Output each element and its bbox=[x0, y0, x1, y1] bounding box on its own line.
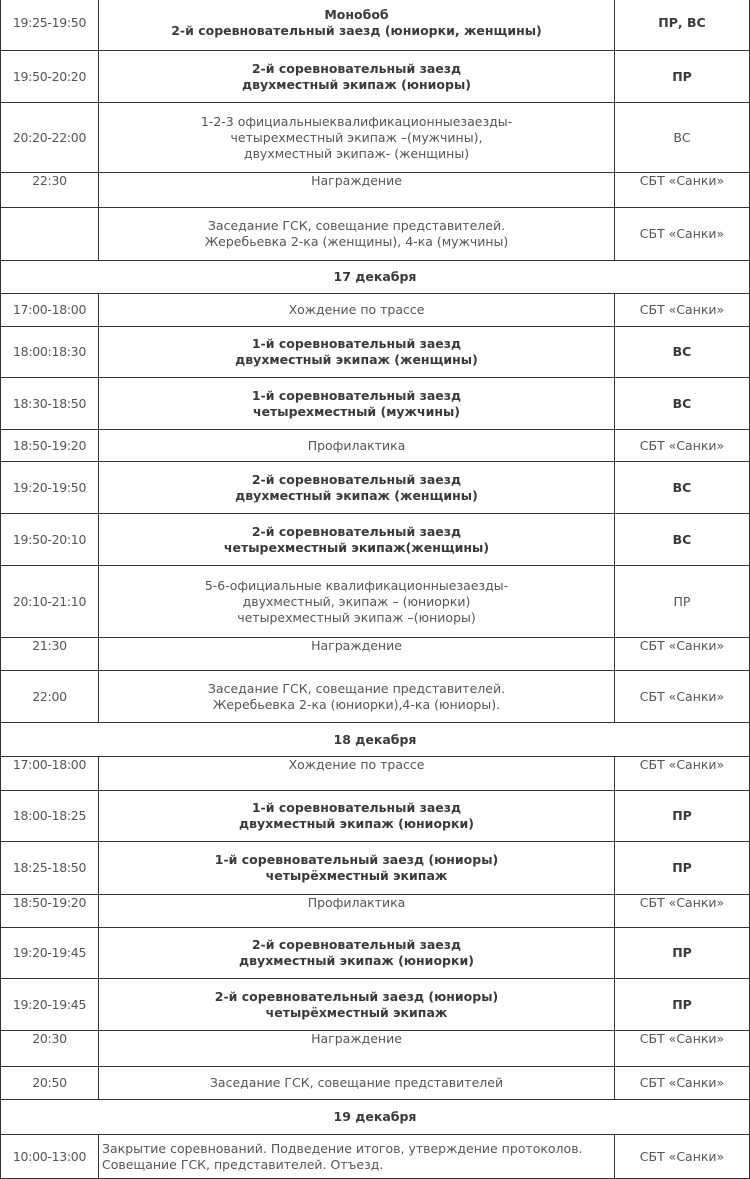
event-cell bbox=[99, 979, 615, 1031]
schedule-row bbox=[1, 51, 750, 103]
time-cell: 20:20-22:00 bbox=[1, 103, 99, 173]
event-line: 2-й соревновательный заезд bbox=[251, 523, 462, 539]
event-line: 1-2-3 официальныеквалификационныезаезды- bbox=[200, 113, 513, 129]
event-cell bbox=[99, 327, 615, 378]
event-cell bbox=[99, 1031, 615, 1067]
event-line: четырёхместный экипаж bbox=[265, 1004, 448, 1020]
schedule-row bbox=[1, 671, 750, 723]
event-line: Жеребьевка 2-ка (юниорки),4-ка (юниоры). bbox=[212, 696, 501, 712]
schedule-row bbox=[1, 757, 750, 791]
event-line: двухместный экипаж (юниоры) bbox=[242, 76, 471, 92]
event-line: Хождение по трассе bbox=[288, 757, 425, 772]
location-cell: ПР bbox=[615, 928, 750, 979]
schedule-row bbox=[1, 103, 750, 173]
event-cell bbox=[99, 1067, 615, 1100]
time-cell: 19:50-20:10 bbox=[1, 514, 99, 566]
event-cell bbox=[99, 378, 615, 430]
location-cell: СБТ «Санки» bbox=[615, 895, 750, 928]
schedule-row bbox=[1, 0, 750, 51]
event-line: 2-й соревновательный заезд (юниорки, женщины) bbox=[171, 22, 542, 38]
time-cell: 18:50-19:20 bbox=[1, 895, 99, 928]
event-line: четырехместный экипаж(женщины) bbox=[223, 539, 490, 555]
location-cell: ПР bbox=[615, 791, 750, 842]
time-cell: 22:30 bbox=[1, 173, 99, 208]
event-line: двухместный, экипаж – (юниорки) bbox=[242, 593, 471, 609]
event-line: Профилактика bbox=[307, 895, 406, 910]
time-cell: 19:20-19:45 bbox=[1, 928, 99, 979]
day-header-row bbox=[1, 1100, 750, 1135]
event-line: двухместный экипаж- (женщины) bbox=[243, 145, 470, 161]
schedule-row bbox=[1, 1031, 750, 1067]
location-cell: СБТ «Санки» bbox=[615, 638, 750, 671]
schedule-row bbox=[1, 638, 750, 671]
schedule-row bbox=[1, 378, 750, 430]
location-cell: ПР, ВС bbox=[615, 0, 750, 51]
time-cell: 17:00-18:00 bbox=[1, 294, 99, 327]
day-header: 17 декабря bbox=[1, 261, 750, 294]
event-line: двухместный экипаж (юниорки) bbox=[239, 953, 474, 968]
event-cell bbox=[99, 208, 615, 261]
event-line: Награждение bbox=[311, 1031, 402, 1046]
event-line: 5-6-официальные квалификационныезаезды- bbox=[204, 577, 509, 593]
event-cell bbox=[99, 0, 615, 51]
event-cell bbox=[99, 638, 615, 671]
location-cell: СБТ «Санки» bbox=[615, 173, 750, 208]
event-line: четырёхместный экипаж bbox=[265, 868, 448, 883]
event-line: четырехместный экипаж –(юниоры) bbox=[237, 609, 476, 625]
location-cell: ПР bbox=[615, 842, 750, 895]
event-cell bbox=[99, 103, 615, 173]
time-cell: 18:50-19:20 bbox=[1, 430, 99, 462]
location-cell: СБТ «Санки» bbox=[615, 757, 750, 791]
event-line: четырехместный экипаж –(мужчины), bbox=[230, 129, 483, 145]
time-cell: 21:30 bbox=[1, 638, 99, 671]
event-line: четырехместный (мужчины) bbox=[252, 403, 460, 419]
event-line: Заседание ГСК, совещание представителей. bbox=[207, 680, 506, 696]
event-line: двухместный экипаж (юниорки) bbox=[239, 816, 474, 831]
location-cell: ВС bbox=[615, 514, 750, 566]
schedule-row bbox=[1, 514, 750, 566]
schedule-row bbox=[1, 430, 750, 462]
location-cell: ВС bbox=[615, 327, 750, 378]
event-cell bbox=[99, 928, 615, 979]
location-cell: ПР bbox=[615, 566, 750, 638]
schedule-row bbox=[1, 928, 750, 979]
event-line: двухместный экипаж (женщины) bbox=[235, 352, 478, 367]
time-cell: 20:10-21:10 bbox=[1, 566, 99, 638]
day-header-row bbox=[1, 723, 750, 757]
time-cell: 19:50-20:20 bbox=[1, 51, 99, 103]
event-cell bbox=[99, 895, 615, 928]
event-line: Хождение по трассе bbox=[288, 302, 425, 317]
location-cell: СБТ «Санки» bbox=[615, 430, 750, 462]
event-line: 1-й соревновательный заезд bbox=[251, 800, 462, 815]
event-cell bbox=[99, 514, 615, 566]
schedule-row bbox=[1, 294, 750, 327]
event-line: двухместный экипаж (женщины) bbox=[235, 487, 478, 503]
event-line: Жеребьевка 2-ка (женщины), 4-ка (мужчины) bbox=[204, 234, 509, 249]
location-cell: СБТ «Санки» bbox=[615, 294, 750, 327]
time-cell: 18:00:18:30 bbox=[1, 327, 99, 378]
schedule-body bbox=[1, 0, 750, 1179]
time-cell: 19:20-19:50 bbox=[1, 462, 99, 514]
location-cell: ПР bbox=[615, 979, 750, 1031]
location-cell: ВС bbox=[615, 103, 750, 173]
location-cell: СБТ «Санки» bbox=[615, 1067, 750, 1100]
location-cell: СБТ «Санки» bbox=[615, 208, 750, 261]
event-line: Закрытие соревнований. Подведение итогов, утверждение протоколов. bbox=[102, 1140, 583, 1156]
time-cell: 19:25-19:50 bbox=[1, 0, 99, 51]
time-cell: 10:00-13:00 bbox=[1, 1135, 99, 1179]
event-line: Совещание ГСК, представителей. Отъезд. bbox=[102, 1156, 384, 1172]
event-line: 2-й соревновательный заезд bbox=[251, 937, 462, 952]
event-cell bbox=[99, 294, 615, 327]
event-cell bbox=[99, 462, 615, 514]
location-cell: ВС bbox=[615, 378, 750, 430]
event-line: 2-й соревновательный заезд (юниоры) bbox=[214, 988, 499, 1004]
location-cell: СБТ «Санки» bbox=[615, 671, 750, 723]
schedule-row bbox=[1, 1067, 750, 1100]
location-cell: ВС bbox=[615, 462, 750, 514]
event-line: 1-й соревновательный заезд (юниоры) bbox=[214, 852, 499, 867]
time-cell bbox=[1, 208, 99, 261]
time-cell: 20:50 bbox=[1, 1067, 99, 1100]
day-header: 19 декабря bbox=[1, 1100, 750, 1135]
time-cell: 17:00-18:00 bbox=[1, 757, 99, 791]
schedule-row bbox=[1, 462, 750, 514]
time-cell: 19:20-19:45 bbox=[1, 979, 99, 1031]
schedule-row bbox=[1, 791, 750, 842]
time-cell: 20:30 bbox=[1, 1031, 99, 1067]
event-cell bbox=[99, 430, 615, 462]
event-cell bbox=[99, 842, 615, 895]
schedule-row bbox=[1, 979, 750, 1031]
event-line: 2-й соревновательный заезд bbox=[251, 60, 462, 76]
event-cell bbox=[99, 757, 615, 791]
schedule-row bbox=[1, 327, 750, 378]
time-cell: 18:30-18:50 bbox=[1, 378, 99, 430]
location-cell: СБТ «Санки» bbox=[615, 1031, 750, 1067]
schedule-row bbox=[1, 173, 750, 208]
schedule-row bbox=[1, 842, 750, 895]
event-line: 1-й соревновательный заезд bbox=[251, 336, 462, 351]
event-line: Награждение bbox=[311, 173, 402, 188]
event-line: Награждение bbox=[311, 638, 402, 653]
event-line: Профилактика bbox=[307, 437, 406, 453]
schedule-row bbox=[1, 566, 750, 638]
event-line: Заседание ГСК, совещание представителей bbox=[209, 1075, 504, 1090]
time-cell: 18:00-18:25 bbox=[1, 791, 99, 842]
time-cell: 22:00 bbox=[1, 671, 99, 723]
event-line: Заседание ГСК, совещание представителей. bbox=[207, 218, 506, 233]
event-cell bbox=[99, 791, 615, 842]
event-cell bbox=[99, 173, 615, 208]
day-header: 18 декабря bbox=[1, 723, 750, 757]
event-line: 1-й соревновательный заезд bbox=[251, 387, 462, 403]
event-cell bbox=[99, 566, 615, 638]
day-header-row bbox=[1, 261, 750, 294]
schedule-row bbox=[1, 208, 750, 261]
event-line: Монобоб bbox=[324, 6, 389, 22]
time-cell: 18:25-18:50 bbox=[1, 842, 99, 895]
event-cell bbox=[99, 51, 615, 103]
event-cell bbox=[99, 671, 615, 723]
location-cell: ПР bbox=[615, 51, 750, 103]
schedule-row bbox=[1, 895, 750, 928]
location-cell: СБТ «Санки» bbox=[615, 1135, 750, 1179]
event-line: 2-й соревновательный заезд bbox=[251, 471, 462, 487]
